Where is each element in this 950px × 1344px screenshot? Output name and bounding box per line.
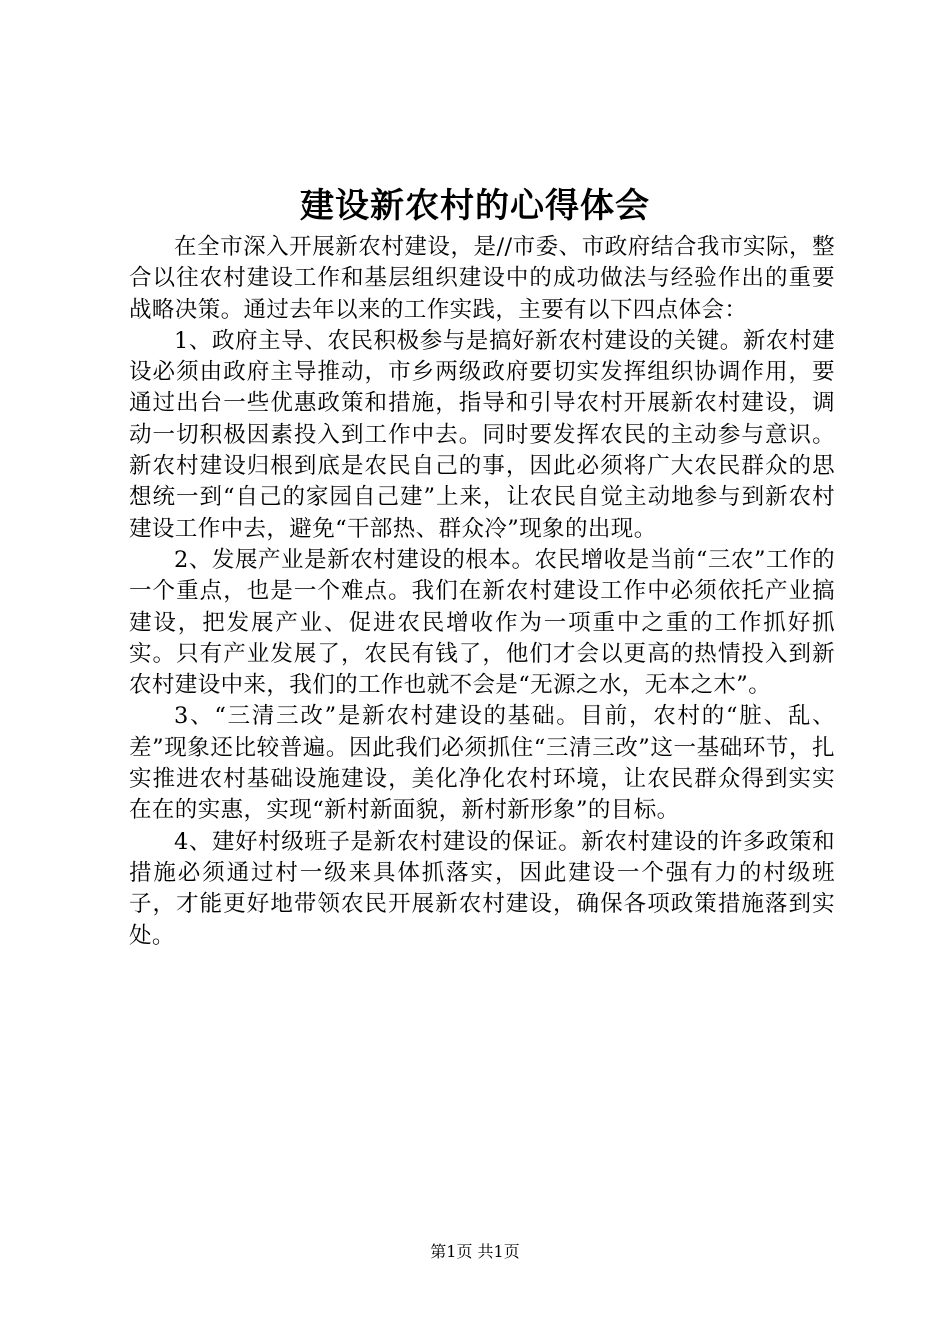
point-3-paragraph: 3、“三清三改”是新农村建设的基础。目前，农村的“脏、乱、差”现象还比较普遍。因此我们必须抓住“三清三改”这一基础环节，扎实推进农村基础设施建设，美化净化农村环境，让农民群众得到实实在在的实惠，实现“新村新面貌，新村新形象”的目标。 (129, 703, 835, 824)
document-title: 建设新农村的心得体会 (300, 186, 650, 226)
point-2-paragraph: 2、发展产业是新农村建设的根本。农民增收是当前“三农”工作的一个重点，也是一个难点。我们在新农村建设工作中必须依托产业搞建设，把发展产业、促进农民增收作为一项重中之重的工作抓好抓实。只有产业发展了，农民有钱了，他们才会以更高的热情投入到新农村建设中来，我们的工作也就不会是“无源之水，无本之木”。 (129, 546, 835, 699)
document-body (129, 232, 835, 952)
point-4-paragraph: 4、建好村级班子是新农村建设的保证。新农村建设的许多政策和措施必须通过村一级来具体抓落实，因此建设一个强有力的村级班子，才能更好地带领农民开展新农村建设，确保各项政策措施落到实处。 (129, 828, 835, 949)
page-footer: 第1页 共1页 (430, 1242, 520, 1261)
point-1-paragraph: 1、政府主导、农民积极参与是搞好新农村建设的关键。新农村建设必须由政府主导推动，市乡两级政府要切实发挥组织协调作用，要通过出台一些优惠政策和措施，指导和引导农村开展新农村建设，调动一切积极因素投入到工作中去。同时要发挥农民的主动参与意识。新农村建设归根到底是农民自己的事，因此必须将广大农民群众的思想统一到“自己的家园自己建”上来，让农民自觉主动地参与到新农村建设工作中去，避免“干部热、群众冷”现象的出现。 (129, 327, 835, 542)
intro-paragraph: 在全市深入开展新农村建设，是//市委、市政府结合我市实际，整合以往农村建设工作和基层组织建设中的成功做法与经验作出的重要战略决策。通过去年以来的工作实践，主要有以下四点体会： (129, 234, 835, 323)
